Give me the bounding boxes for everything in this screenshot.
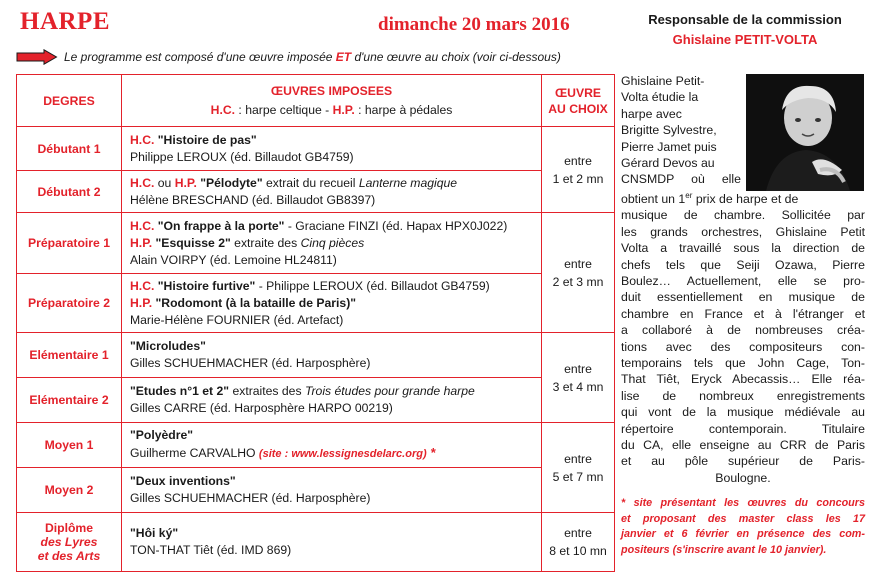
choice-duration-cell: [542, 333, 615, 423]
commission-head-name: Ghislaine PETIT-VOLTA: [672, 32, 818, 47]
footnote-line: janvier et 6 février en présence des com-: [621, 528, 865, 540]
header-choix-l2: AU CHOIX: [548, 101, 608, 116]
work-cell: [122, 213, 542, 274]
bio-line: Volta a travaillé sous la direction de: [621, 241, 865, 256]
work-cell: [122, 333, 542, 378]
footnote-line: positeurs (s'inscrire avant le 10 janvier).: [621, 543, 827, 556]
degree-cell: Elémentaire 2: [17, 378, 122, 423]
header-choix-l1: ŒUVRE: [554, 85, 602, 100]
intro-text-end: d'une œuvre au choix (voir ci-dessous): [351, 50, 561, 64]
bio-line: et au pôle supérieur de Paris-: [621, 454, 865, 469]
work-detail: - Philippe LEROUX (éd. Billaudot GB4759): [255, 278, 490, 293]
choice-duration-cell: [542, 423, 615, 513]
hp-label: H.P.: [130, 295, 153, 310]
work-title: "Hôi ký": [130, 526, 179, 540]
table-row: [17, 423, 615, 468]
work-detail: extraites des: [229, 384, 305, 398]
work-or: ou: [154, 175, 175, 190]
bio-line: [621, 188, 865, 208]
header-hp-text: : harpe à pédales: [354, 102, 453, 117]
degree-cell: Débutant 1: [17, 127, 122, 171]
footnote-line: et proposant des master class les 17: [621, 512, 865, 525]
hp-label: H.P.: [130, 235, 153, 250]
hc-label: H.C.: [130, 175, 155, 190]
work-title: "Histoire de pas": [157, 132, 257, 147]
choice-duration-cell: [542, 213, 615, 333]
table-row: [17, 513, 615, 572]
choice-between: entre: [564, 256, 592, 271]
hc-label: H.C.: [130, 132, 155, 147]
degree-cell: Préparatoire 2: [17, 274, 122, 333]
bio-line: Gérard Devos au: [621, 156, 715, 171]
website-link[interactable]: (site : www.lessignesdelarc.org): [258, 448, 427, 460]
choice-range: 5 et 7 mn: [552, 469, 604, 484]
work-cell: [122, 378, 542, 423]
work-cell: [122, 423, 542, 468]
bio-line: les grands orchestres, Ghislaine Petit: [621, 224, 865, 239]
bio-line: temporains tels que John Cage, Ton-: [621, 356, 865, 370]
intro-text: Le programme est composé d'une œuvre imposée: [64, 50, 336, 64]
footnote-line: * site présentant les œuvres du concours: [621, 497, 865, 509]
header-choix: [542, 75, 615, 127]
choice-range: 2 et 3 mn: [552, 274, 604, 289]
arrow-right-icon: [16, 49, 58, 65]
choice-duration-cell: [542, 513, 615, 572]
header-degres: DEGRES: [17, 75, 122, 127]
work-cell: [122, 274, 542, 333]
work-composer: Hélène BRESCHAND (éd. Billaudot GB8397): [130, 192, 376, 207]
choice-range: 8 et 10 mn: [549, 544, 607, 558]
work-cell: [122, 171, 542, 213]
bio-line: Pierre Jamet puis: [621, 139, 717, 154]
degree-cell: Elémentaire 1: [17, 333, 122, 378]
table-header-row: [17, 75, 615, 127]
work-composer: Gilles SCHUEHMACHER (éd. Harposphère): [130, 356, 371, 370]
choice-between: entre: [564, 451, 592, 466]
bio-line: Volta étudie la: [621, 90, 699, 105]
header-hc-abbr: H.C.: [210, 102, 236, 117]
work-title: "Histoire furtive": [157, 278, 256, 293]
work-composer: Marie-Hélène FOURNIER (éd. Artefact): [130, 312, 344, 327]
bio-line: harpe avec: [621, 106, 682, 121]
bio-line: Ghislaine Petit-: [621, 74, 705, 88]
bio-line: tions avec des compositeurs con-: [621, 339, 865, 354]
work-composer: Guilherme CARVALHO: [130, 446, 259, 460]
bio-line: duit essentiellement en musique de: [621, 290, 865, 305]
work-composer: Alain VOIRPY (éd. Lemoine HL24811): [130, 252, 337, 267]
header-hc-text: : harpe celtique -: [235, 102, 333, 117]
header-hp-abbr: H.P.: [332, 102, 355, 117]
degree-cell: Débutant 2: [17, 171, 122, 213]
choice-range: 3 et 4 mn: [552, 379, 604, 394]
degree-cell: Moyen 1: [17, 423, 122, 468]
table-row: [17, 468, 615, 513]
work-composer: Gilles SCHUEHMACHER (éd. Harposphère): [130, 491, 371, 505]
program-intro: [64, 50, 561, 64]
hc-label: H.C.: [130, 218, 155, 233]
bio-line: Boulogne.: [715, 470, 771, 485]
bio-line: chambre en France et à l'étranger et: [621, 306, 865, 321]
work-composer: TON-THAT Tiêt (éd. IMD 869): [130, 543, 292, 557]
choice-between: entre: [564, 526, 592, 540]
bio-line: du CA, elle enseigne au CRR de Paris: [621, 438, 865, 453]
work-cell: [122, 468, 542, 513]
work-book: Lanterne magique: [358, 175, 458, 190]
choice-duration-cell: [542, 127, 615, 213]
choice-range: 1 et 2 mn: [552, 171, 604, 186]
work-detail: extrait du recueil: [262, 175, 359, 190]
footnote: [621, 496, 865, 558]
bio-line: Brigitte Sylvestre,: [621, 123, 717, 138]
degree-cell: Moyen 2: [17, 468, 122, 513]
biography: [621, 73, 865, 486]
header-oeuvres-label: ŒUVRES IMPOSEES: [270, 83, 393, 98]
hp-label: H.P.: [174, 175, 197, 190]
bio-text: obtient un 1: [621, 191, 686, 206]
bio-line: chefs tels que Seiji Ozawa, Pierre: [621, 257, 865, 272]
hc-label: H.C.: [130, 278, 155, 293]
bio-line: a collaboré à de nombreuses créa-: [621, 323, 865, 338]
work-title: "Etudes n°1 et 2": [130, 384, 230, 398]
work-title: "Esquisse 2": [155, 235, 231, 250]
page-title: HARPE: [20, 8, 110, 35]
diploma-title: Diplôme: [44, 521, 94, 535]
commission-header: [624, 10, 866, 50]
degree-cell: Préparatoire 1: [17, 213, 122, 274]
table-row: [17, 171, 615, 213]
work-book: Trois études pour grande harpe: [304, 384, 475, 398]
work-detail: - Graciane FINZI (éd. Hapax HPX0J022): [284, 218, 508, 233]
work-composer: Philippe LEROUX (éd. Billaudot GB4759): [130, 149, 354, 164]
bio-line: CNSMDP où elle: [621, 172, 741, 187]
work-title: "Microludes": [130, 339, 206, 353]
table-row: [17, 274, 615, 333]
bio-text: prix de harpe et de: [692, 191, 799, 206]
work-title: "Pélodyte": [200, 175, 263, 190]
work-title: "On frappe à la porte": [157, 218, 285, 233]
commission-title: Responsable de la commission: [648, 12, 842, 27]
degree-cell: [17, 513, 122, 572]
choice-between: entre: [564, 153, 592, 168]
work-title: "Deux inventions": [130, 474, 236, 488]
program-table: [16, 74, 615, 572]
table-row: [17, 127, 615, 171]
table-row: [17, 213, 615, 274]
work-detail: extraite des: [230, 235, 301, 250]
work-title: "Rodomont (à la bataille de Paris)": [155, 295, 357, 310]
header-oeuvres: [122, 75, 542, 127]
bio-line: That Tiêt, Eryck Abecassis… Elle réa-: [621, 372, 865, 387]
work-book: Cinq pièces: [300, 235, 365, 250]
event-date: dimanche 20 mars 2016: [378, 14, 570, 35]
work-cell: [122, 513, 542, 572]
footnote-marker: *: [426, 445, 436, 460]
diploma-subtitle-2: et des Arts: [37, 549, 101, 563]
work-cell: [122, 127, 542, 171]
table-row: [17, 333, 615, 378]
choice-between: entre: [564, 361, 592, 376]
bio-line: musique de chambre. Sollicitée par: [621, 208, 865, 223]
bio-line: lise de nombreux enregistrements: [621, 388, 865, 403]
bio-line: répertoire contemporain. Titulaire: [621, 421, 865, 436]
bio-superscript: er: [685, 190, 693, 200]
work-composer: Gilles CARRE (éd. Harposphère HARPO 00219): [130, 401, 393, 415]
bio-line: qui vont de la musique médiévale au: [621, 405, 865, 420]
diploma-subtitle: des Lyres: [40, 535, 98, 549]
work-title: "Polyèdre": [130, 428, 194, 442]
intro-et: ET: [335, 50, 352, 64]
bio-line: Boulez… Actuellement, elle se pro-: [621, 273, 865, 288]
table-row: [17, 378, 615, 423]
